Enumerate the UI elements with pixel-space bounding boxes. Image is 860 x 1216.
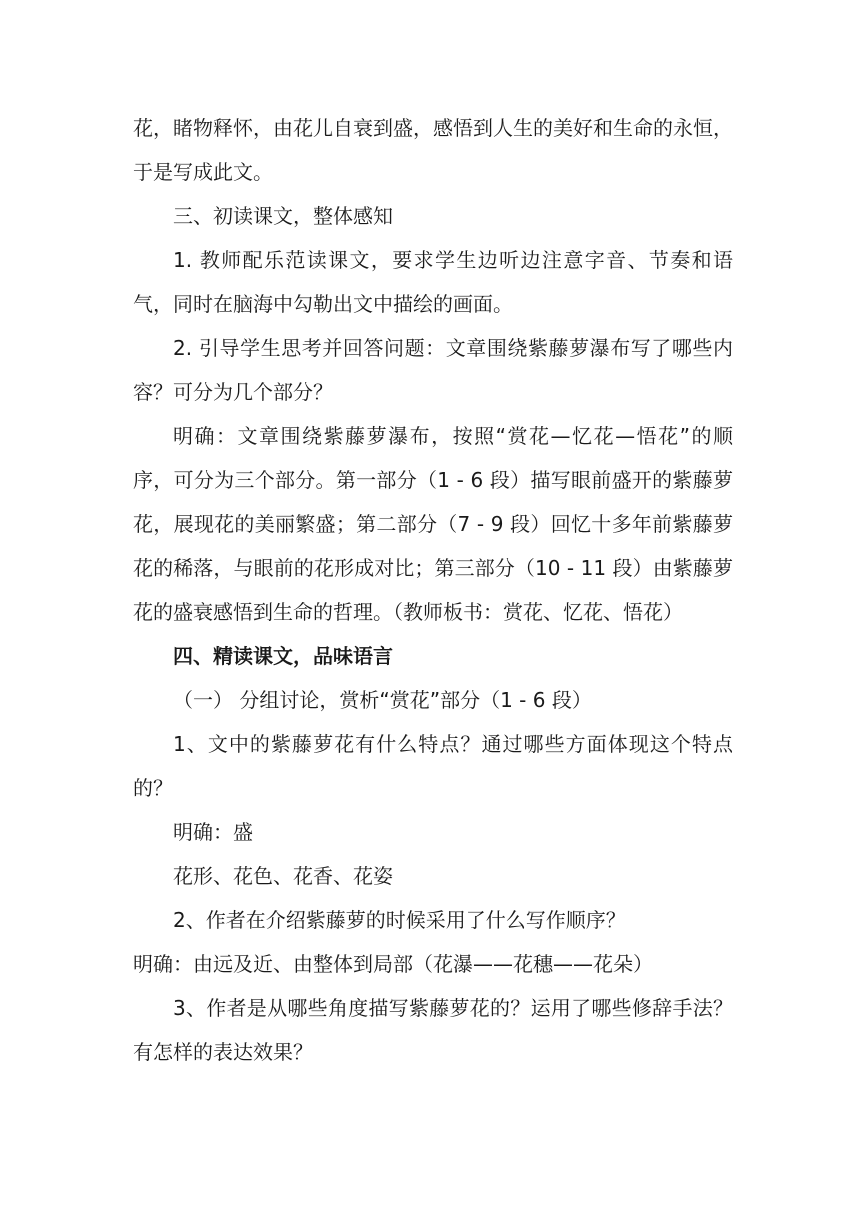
step-2-paragraph: 2. 引导学生思考并回答问题：文章围绕紫藤萝瀑布写了哪些内容？可分为几个部分？ [133,336,733,404]
question-3: 3、作者是从哪些角度描写紫藤萝花的？运用了哪些修辞手法？有怎样的表达效果？ [133,996,733,1064]
section-heading-4: 四、精读课文，品味语言 [173,644,393,668]
question-2: 2、作者在介绍紫藤萝的时候采用了什么写作顺序？ [173,908,626,932]
answer-paragraph: 明确：文章围绕紫藤萝瀑布，按照“赏花—忆花—悟花”的顺序，可分为三个部分。第一部分（1 - 6 段）描写眼前盛开的紫藤萝花，展现花的美丽繁盛；第二部分（7 - 9 段）回忆十多年前紫藤萝花的稀落，与眼前的花形成对比；第三部分（10 - 11 段）由紫藤萝花的盛衰感悟到生命的哲理。（教师板书：赏花、忆花、悟花） [133,424,733,624]
step-1-paragraph: 1. 教师配乐范读课文，要求学生边听边注意字音、节奏和语气，同时在脑海中勾勒出文中描绘的画面。 [133,248,733,316]
subsection-heading-1: （一） 分组讨论，赏析“赏花”部分（1 - 6 段） [173,688,592,712]
section-heading-3: 三、初读课文，整体感知 [173,204,393,228]
document-body [133,106,733,1074]
answer-2: 明确：由远及近、由整体到局部（花瀑——花穗——花朵） [133,952,653,976]
question-1: 1、文中的紫藤萝花有什么特点？通过哪些方面体现这个特点的？ [133,732,733,800]
paragraph-continuation: 花，睹物释怀，由花儿自衰到盛，感悟到人生的美好和生命的永恒，于是写成此文。 [133,116,733,184]
answer-1-detail: 花形、花色、花香、花姿 [173,864,393,888]
answer-1: 明确：盛 [173,820,253,844]
